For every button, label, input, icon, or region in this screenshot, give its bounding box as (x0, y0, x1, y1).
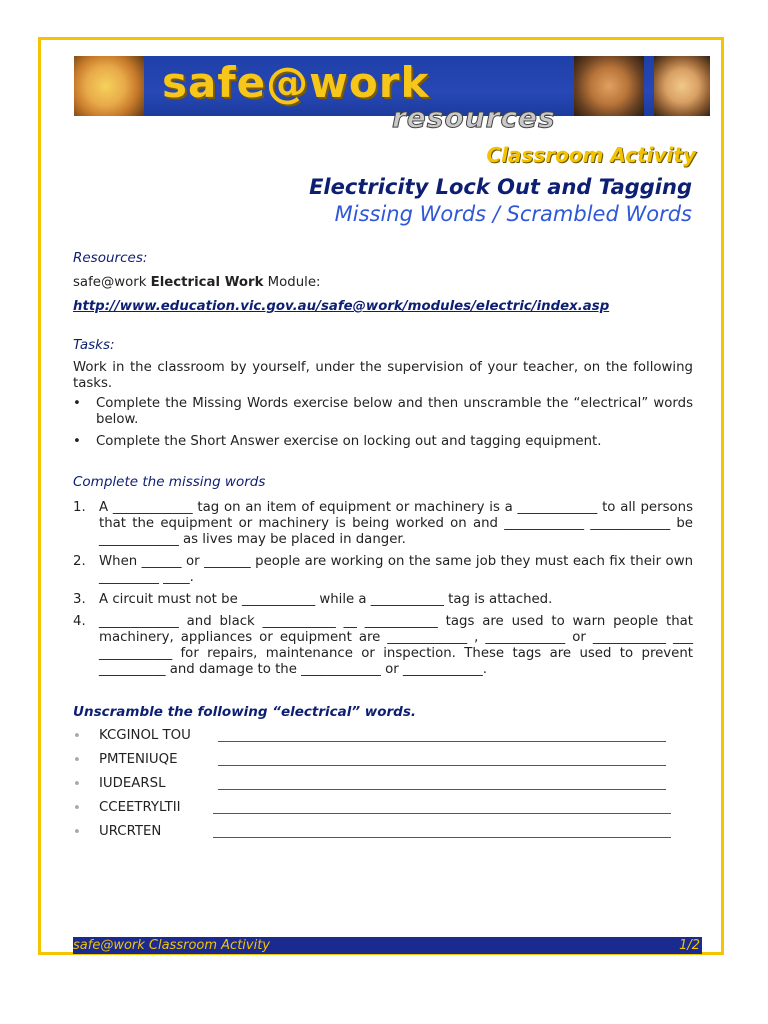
missing-words-list (73, 500, 693, 678)
scrambled-word-item (73, 800, 693, 824)
student-photo-left (74, 56, 144, 116)
bullet-icon: • (73, 729, 81, 744)
question-text: When ______ or _______ people are working on the same job they must each fix their own _________ ____. (99, 554, 693, 585)
question-item (73, 500, 693, 548)
page-footer (73, 937, 702, 954)
page-title: Electricity Lock Out and Tagging (309, 175, 692, 199)
question-text: A circuit must not be ___________ while a ___________ tag is attached. (99, 592, 553, 607)
resources-prefix: safe@work (73, 275, 151, 290)
question-text: A ____________ tag on an item of equipment or machinery is a ____________ to all persons that the equipment or machinery is being worked on and ____________ ____________ be ____________ as lives may be placed in danger. (99, 500, 693, 547)
question-text: ____________ and black ___________ __ ___________ tags are used to warn people that machinery, appliances or equipment are ____________ , ____________ or ___________ ___ ___________ for repairs, maintenance or inspection. These tags are used to prevent __________ and damage to the ____________ or ____________. (99, 614, 693, 677)
tasks-heading: Tasks: (73, 337, 115, 353)
bullet-icon: • (73, 753, 81, 768)
bullet-icon: • (73, 801, 81, 816)
tasks-intro: Work in the classroom by yourself, under the supervision of your teacher, on the following tasks. (73, 360, 693, 391)
module-url-link[interactable]: http://www.education.vic.gov.au/safe@work/modules/electric/index.asp (73, 299, 610, 314)
resources-line (73, 275, 693, 291)
brand-logo-text: safe@work (162, 58, 430, 107)
question-item (73, 592, 693, 608)
bullet-icon: • (73, 825, 81, 840)
question-item (73, 554, 693, 586)
task-item: • Complete the Missing Words exercise below and then unscramble the “electrical” words below. (73, 396, 693, 428)
task-item: • Complete the Short Answer exercise on locking out and tagging equipment. (73, 434, 693, 450)
footer-label: safe@work Classroom Activity (73, 938, 270, 953)
answer-line[interactable] (213, 837, 671, 838)
page-subtitle: Missing Words / Scrambled Words (334, 202, 692, 226)
scrambled-word: URCRTEN (99, 824, 162, 839)
resources-suffix: Module: (263, 275, 321, 290)
scrambled-word: PMTENIUQE (99, 752, 178, 767)
scrambled-word-item (73, 728, 693, 752)
student-photo-middle (574, 56, 644, 116)
resources-heading: Resources: (73, 250, 148, 266)
brand-resources-text: resources (392, 101, 556, 134)
answer-line[interactable] (218, 789, 666, 790)
activity-label: Classroom Activity (486, 143, 696, 167)
question-number: 1. (73, 500, 86, 515)
answer-line[interactable] (218, 741, 666, 742)
question-number: 4. (73, 614, 86, 629)
tasks-list (73, 396, 693, 450)
scrambled-word: KCGINOL TOU (99, 728, 191, 743)
question-number: 3. (73, 592, 86, 607)
page-number: 1/2 (679, 938, 700, 953)
scrambled-word-item (73, 824, 693, 848)
document-body (73, 250, 693, 848)
missing-words-heading: Complete the missing words (73, 474, 266, 490)
scrambled-word-item (73, 752, 693, 776)
unscramble-heading: Unscramble the following “electrical” words. (73, 704, 417, 720)
unscramble-list (73, 728, 693, 848)
question-number: 2. (73, 554, 86, 569)
scrambled-word-item (73, 776, 693, 800)
scrambled-word: IUDEARSL (99, 776, 166, 791)
bullet-icon: • (73, 777, 81, 792)
answer-line[interactable] (213, 813, 671, 814)
student-photo-right (654, 56, 710, 116)
answer-line[interactable] (218, 765, 666, 766)
resources-module-name: Electrical Work (150, 275, 264, 290)
question-item (73, 614, 693, 678)
scrambled-word: CCEETRYLTII (99, 800, 181, 815)
